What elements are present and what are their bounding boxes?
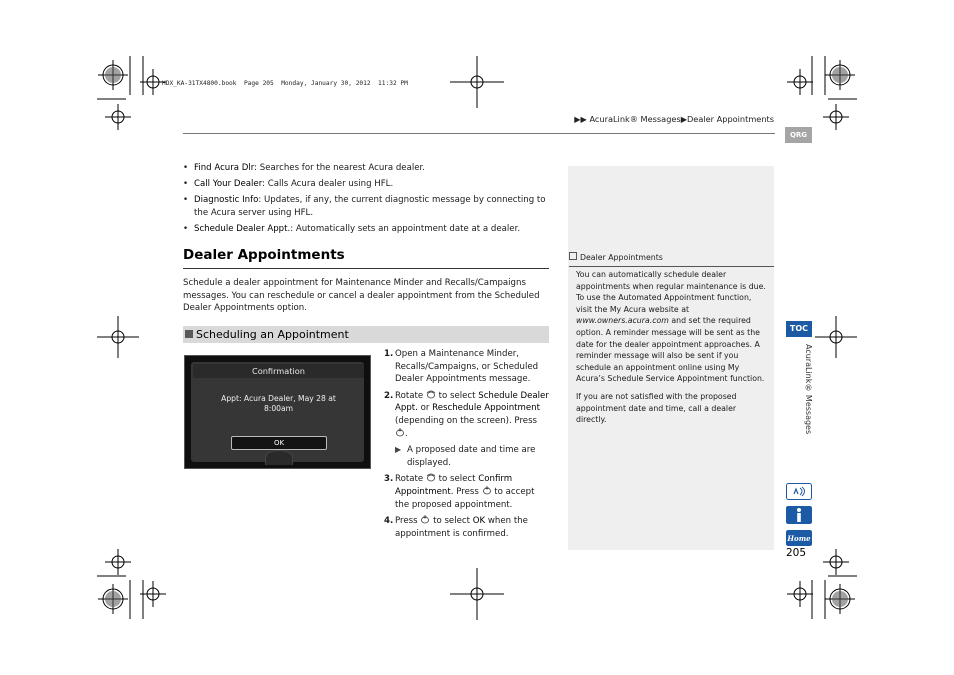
note-text: You can automatically schedule dealer appointments when regular maintenance is due. To use the Automated Appointment function, visit the My Acura website at — [576, 270, 766, 314]
step-text: Press — [395, 516, 418, 527]
step-text: (depending on the screen). Press — [395, 415, 538, 426]
step-text: . — [405, 428, 408, 439]
step-number: 1. — [384, 349, 394, 359]
voice-icon[interactable] — [786, 483, 812, 500]
list-item — [183, 223, 548, 236]
breadcrumb-arrow-icon: ▶▶ — [574, 114, 587, 124]
option-desc: : Calls Acura dealer using HFL. — [262, 179, 394, 190]
note-heading — [569, 252, 774, 262]
step-text: Rotate — [395, 390, 424, 401]
note-paragraph: If you are not satisfied with the proposed appointment date and time, call a dealer directly. — [576, 391, 737, 425]
interface-dial-press-icon — [482, 486, 492, 495]
step-item — [384, 348, 549, 386]
step-text: to select — [438, 474, 476, 485]
interface-dial-press-icon — [395, 428, 405, 437]
step-number: 2. — [384, 390, 394, 401]
note-url[interactable]: www.owners.acura.com — [576, 316, 669, 326]
option-desc: : Automatically sets an appointment date at a dealer. — [290, 224, 521, 235]
breadcrumb — [574, 114, 774, 124]
subsection-title: Scheduling an Appointment — [196, 328, 349, 341]
steps-list — [384, 348, 549, 544]
section-side-tab[interactable]: AcuraLink® Messages — [804, 344, 813, 435]
interface-dial-rotate-icon — [426, 473, 436, 482]
menu-term: Schedule Dealer Appt. — [395, 390, 549, 414]
step-text: to select — [433, 516, 470, 527]
note-title: Dealer Appointments — [580, 253, 663, 262]
section-title-rule — [183, 268, 549, 269]
step-text: when the appointment is confirmed. — [395, 516, 528, 539]
step-item — [384, 515, 549, 540]
step-text: to accept the proposed appointment. — [395, 486, 535, 510]
step-text: Open a Maintenance Minder, Recalls/Campaigns, or Scheduled Dealer Appointments message. — [395, 349, 539, 385]
note-paragraph — [576, 269, 768, 385]
knob-icon — [265, 450, 293, 465]
screen-message-line: Appt: Acura Dealer, May 28 at — [221, 394, 336, 403]
page-number: 205 — [786, 547, 807, 559]
interface-dial-rotate-icon — [426, 390, 436, 399]
step-text: or — [420, 403, 430, 414]
step-result — [395, 444, 549, 469]
note-box-icon — [569, 252, 577, 260]
step-text: . Press — [450, 486, 479, 497]
option-desc: : Updates, if any, the current diagnostic message by connecting to the Acura server using HFL. — [194, 195, 546, 218]
toc-tab[interactable]: TOC — [786, 321, 812, 337]
svg-text:Home: Home — [787, 534, 811, 543]
subsection-heading — [183, 326, 549, 343]
option-term: Diagnostic Info — [194, 195, 259, 206]
option-term: Find Acura Dlr — [194, 163, 255, 173]
breadcrumb-level1[interactable]: AcuraLink® Messages — [589, 114, 681, 124]
result-arrow-icon: ▶ — [395, 445, 402, 455]
interface-dial-press-icon — [420, 515, 430, 524]
home-icon[interactable] — [786, 530, 812, 546]
note-rule — [569, 266, 774, 267]
list-item — [183, 162, 548, 175]
menu-term: Reschedule Appointment — [432, 403, 540, 414]
menu-options-list — [183, 162, 548, 239]
option-term: Call Your Dealer — [194, 179, 263, 190]
option-desc: : Searches for the nearest Acura dealer. — [254, 163, 425, 173]
list-item — [183, 194, 548, 219]
confirmation-screen-image — [184, 355, 371, 469]
breadcrumb-level2: Dealer Appointments — [687, 114, 774, 124]
screen-message-line: 8:00am — [263, 404, 294, 413]
step-item — [384, 390, 549, 470]
qrg-tab[interactable]: QRG — [785, 127, 812, 143]
step-number: 4. — [384, 516, 394, 527]
note-text: and set the required option. A reminder message will be sent as the date for the dealer appointment approaches. A reminder message will also be sent if you schedule an appointment online using My Acura’s Schedule Service Appointment function. — [576, 316, 765, 384]
section-title: Dealer Appointments — [183, 247, 345, 263]
screen-ok-button[interactable]: OK — [231, 436, 327, 450]
square-bullet-icon — [185, 330, 193, 338]
screen-title: Confirmation — [193, 364, 364, 378]
step-result-text: A proposed date and time are displayed. — [407, 445, 536, 468]
menu-term: OK — [472, 516, 486, 527]
print-header-file-info: HDX_KA-31TX4800.book Page 205 Monday, January 30, 2012 11:32 PM — [162, 80, 408, 87]
breadcrumb-arrow-icon: ▶ — [680, 114, 687, 124]
note-body — [576, 269, 768, 432]
option-term: Schedule Dealer Appt. — [194, 224, 291, 235]
screen-message — [193, 394, 364, 414]
index-icon[interactable] — [786, 506, 812, 524]
list-item — [183, 178, 548, 191]
menu-term: Confirm Appointment — [395, 474, 513, 497]
step-text: to select — [438, 390, 476, 401]
header-rule — [183, 133, 775, 134]
step-number: 3. — [384, 474, 394, 485]
step-text: Rotate — [395, 474, 424, 485]
section-intro: Schedule a dealer appointment for Maintenance Minder and Recalls/Campaigns messages. You can reschedule or cancel a dealer appointment from the Scheduled Dealer Appointments option. — [183, 278, 540, 314]
step-item — [384, 473, 549, 511]
